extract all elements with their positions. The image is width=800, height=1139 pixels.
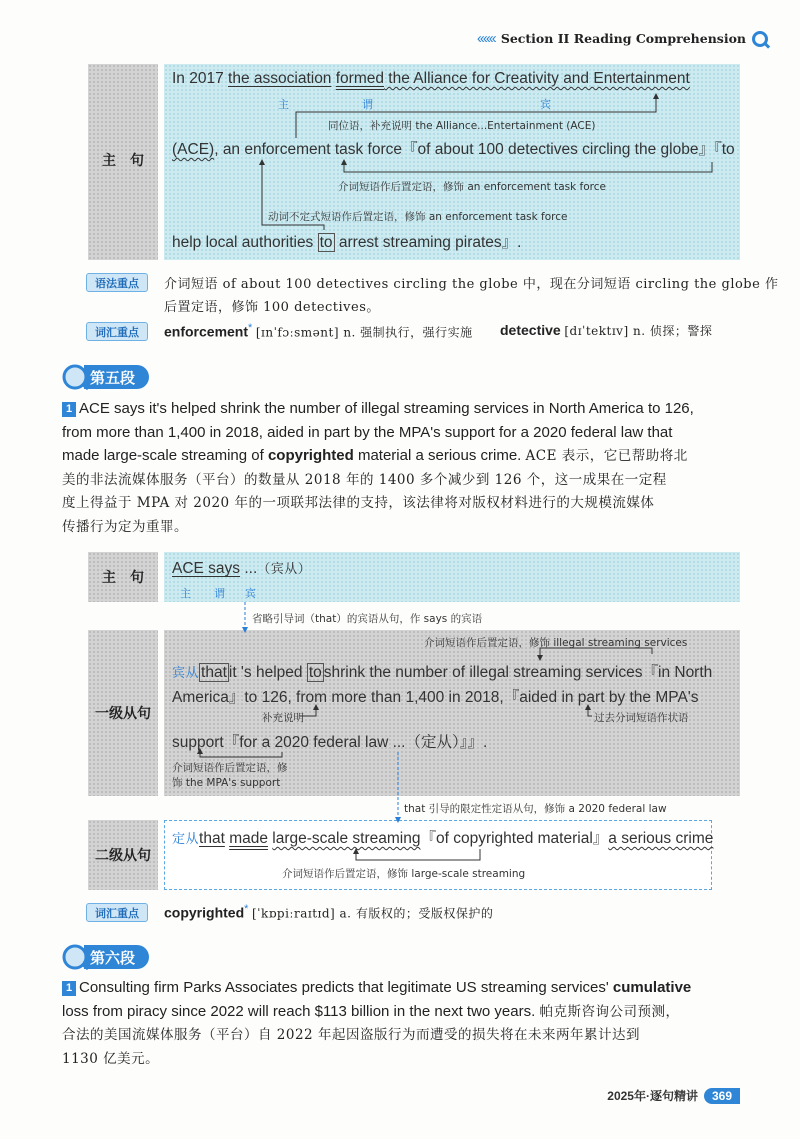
header-arrows: ‹‹‹‹‹‹ [476, 30, 495, 47]
b1-line1: In 2017 the association formed the Alliance for Creativity and Entertainment [172, 70, 690, 87]
note-prep-phrase: 介词短语作后置定语，修饰 an enforcement task force [338, 181, 606, 193]
lvl2-label: 二级从句 [95, 847, 151, 863]
section5-paragraph: 1 ACE says it's helped shrink the number of illegal streaming services in North America to 126, from more than 1,400 in 2018, aided in part by the MPA's support for a 2020 federal law that made large-scale streaming of copyrighted material a serious crime. ACE 表示，它已帮助将北 美的非法流媒体服务（平台）的数量从 2018 年的 1400 多个减少到 126 个，这一成果在一定程 度上得益于 MPA 对 2020 年的一项联邦法律的支持，该法律将对版权材料进行的大规模流媒体 传播行为定为重罪。 [62, 400, 694, 535]
b2-main-label: 主 句 [102, 569, 144, 585]
b1-line3: help local authorities to arrest streaming pirates』. [172, 234, 522, 251]
vocab2-entry: copyrighted* [ˈkɒpiːraɪtɪd] a. 有版权的；受版权保护的 [164, 903, 494, 921]
footer-book: 2025年·逐句精讲 [607, 1089, 698, 1103]
lvl1-label: 一级从句 [95, 705, 151, 721]
b2-mark-subj: 主 [180, 588, 191, 600]
note-infinitive: 动词不定式短语作后置定语，修饰 an enforcement task force [268, 211, 568, 223]
section6-paragraph: 1 Consulting firm Parks Associates predicts that legitimate US streaming services' cumulative loss from piracy since 2022 will reach $113 billion in the next two years. 帕克斯咨询公司预测， 合法的美国流媒体服务（平台）自 2022 年起因盗版行为而遭受的损失将在未来两年累计达到 1130 亿美元。 [62, 979, 692, 1067]
lvl2-line: 定从that made large-scale streaming『of copyrighted material』a serious crime [172, 830, 714, 847]
mark-verb: 谓 [362, 99, 373, 111]
b2-main-text: ACE says ...（宾从） [172, 560, 312, 577]
section5-title: 第五段 [84, 365, 149, 389]
mark-subject: 主 [278, 99, 289, 111]
vocab2-tag: 词汇重点 [86, 903, 148, 922]
note-omitted-that: 省略引导词（that）的宾语从句，作 says 的宾语 [252, 613, 483, 625]
section6-title: 第六段 [84, 945, 149, 969]
note-supplement: 补充说明 [262, 712, 304, 724]
note-relative-clause: that 引导的限定性定语从句，修饰 a 2020 federal law [404, 803, 667, 815]
note-past-participle: 过去分词短语作状语 [594, 712, 689, 724]
page-number: 369 [704, 1088, 740, 1104]
note-modifier: 介词短语作后置定语，修饰 illegal streaming services [424, 637, 688, 649]
grammar-tag: 语法重点 [86, 273, 148, 292]
note-appositive: 同位语，补充说明 the Alliance...Entertainment (ACE) [328, 120, 596, 132]
note-prep2a: 介词短语作后置定语，修 [172, 762, 288, 774]
vocab-entry-2: detective [dɪˈtektɪv] n. 侦探；警探 [500, 322, 713, 338]
note-prep2b: 饰 the MPA's support [172, 777, 281, 789]
lvl1-line1: 宾从 that it 's helped to shrink the number of illegal streaming services『in North [172, 664, 713, 681]
b1-line2: (ACE), an enforcement task force『of about 100 detectives circling the globe』『to [172, 141, 735, 158]
grammar-text-2: 后置定语，修饰 100 detectives。 [164, 300, 380, 315]
vocab-entry-1: enforcement* [ɪnˈfɔːsmənt] n. 强制执行，强行实施 [164, 322, 473, 340]
note-modifier2: 介词短语作后置定语，修饰 large-scale streaming [282, 868, 526, 880]
header-title: Section II Reading Comprehension [500, 31, 746, 46]
b2-mark-obj: 宾 [245, 588, 256, 600]
vocab-tag: 词汇重点 [86, 322, 148, 341]
b2-mark-verb: 谓 [214, 588, 225, 600]
lvl1-line2: America』to 126, from more than 1,400 in 2018,『aided in part by the MPA's [172, 689, 699, 706]
lvl1-line3: support『for a 2020 federal law ...（定从）』』. [172, 734, 488, 751]
mark-object: 宾 [540, 99, 551, 111]
main-clause-label: 主 句 [102, 152, 144, 168]
grammar-text-1: 介词短语 of about 100 detectives circling the globe 中，现在分词短语 circling the globe 作 [164, 277, 779, 292]
